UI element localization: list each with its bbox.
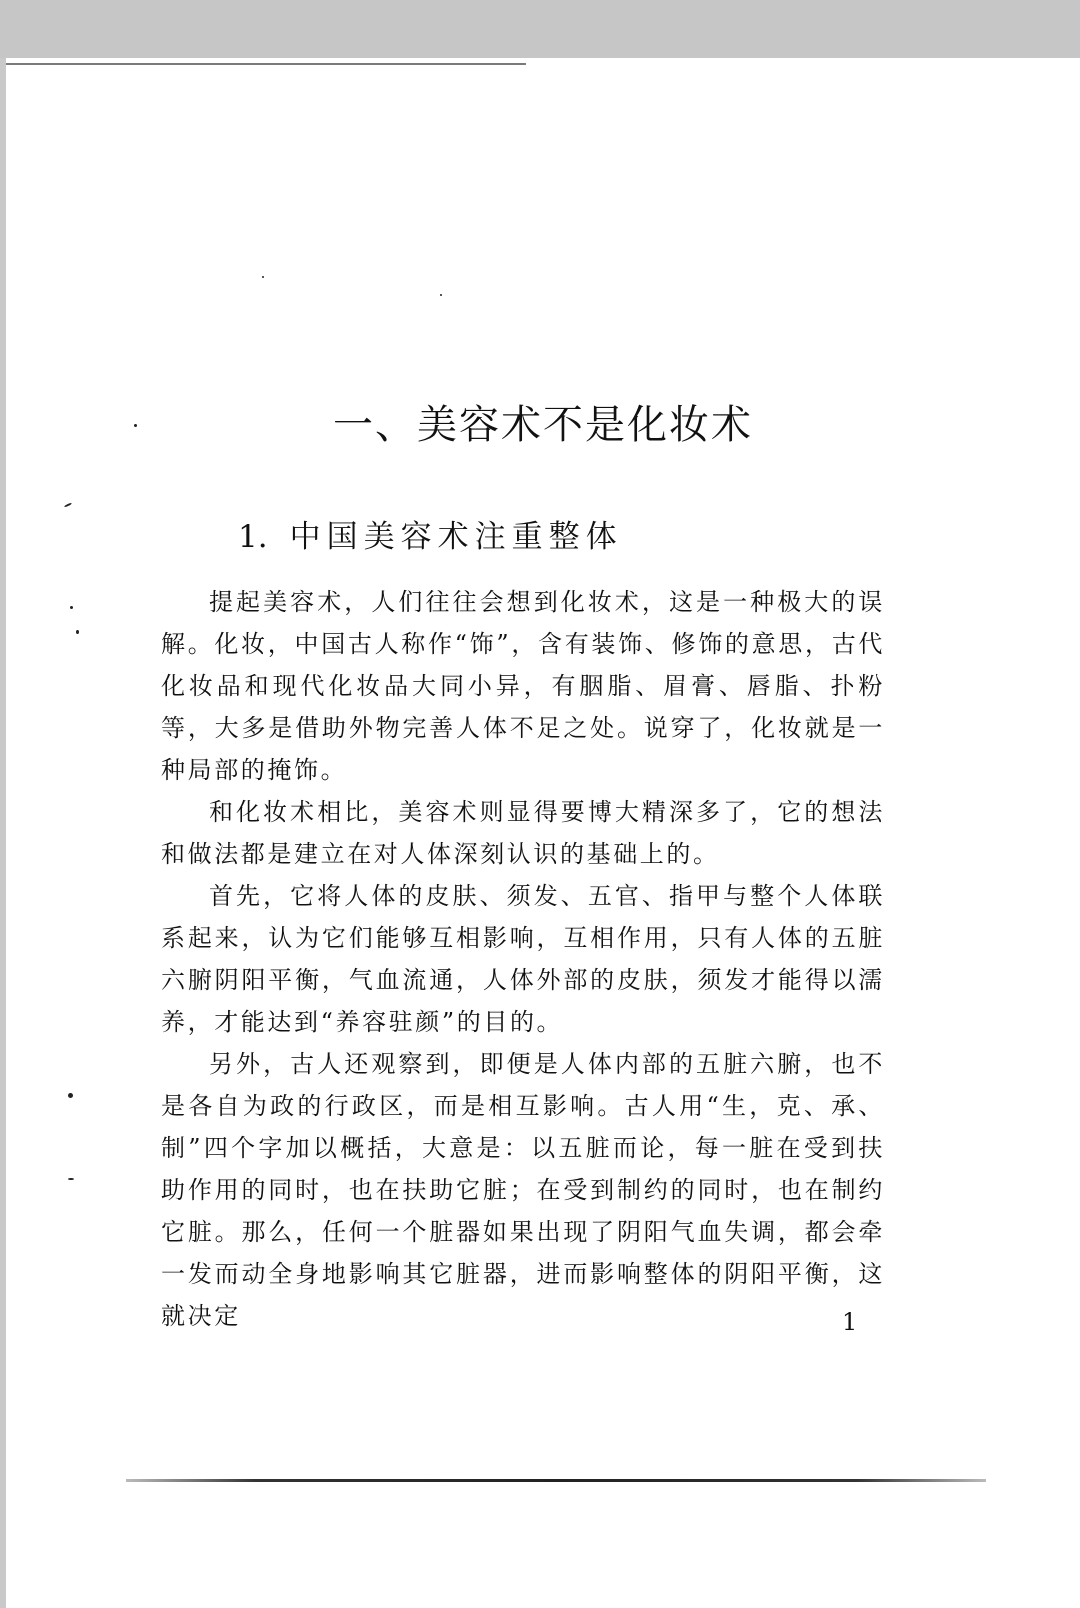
scan-speck [68,1093,73,1098]
scan-speck [262,276,264,278]
viewer-background [0,0,1080,58]
document-page [6,58,1080,1608]
scan-speck [68,1178,74,1180]
scan-edge-line [6,63,526,65]
paragraph: 提起美容术，人们往往会想到化妆术，这是一种极大的误解。化妆，中国古人称作“饰”，含有装饰、修饰的意思，古代化妆品和现代化妆品大同小异，有胭脂、眉膏、唇脂、扑粉等，大多是借助外物完善人体不足之处。说穿了，化妆就是一种局部的掩饰。 [161,588,885,784]
page-number: 1 [842,1308,858,1336]
scan-speck [70,606,73,609]
section-heading [238,511,623,556]
scan-speck [440,294,442,296]
chapter-title: 一、美容术不是化妆术 [333,402,753,448]
bottom-rule [126,1479,986,1482]
paragraph: 首先，它将人体的皮肤、须发、五官、指甲与整个人体联系起来，认为它们能够互相影响，互相作用，只有人体的五脏六腑阴阳平衡，气血流通，人体外部的皮肤，须发才能得以濡养，才能达到“养容驻颜”的目的。 [161,882,885,1036]
scan-speck [64,502,72,507]
section-number: 1. [238,519,268,555]
paragraph: 和化妆术相比，美容术则显得要博大精深多了，它的想法和做法都是建立在对人体深刻认识的基础上的。 [161,798,885,868]
body-text [161,581,885,1337]
section-title: 中国美容术注重整体 [289,519,623,555]
paragraph: 另外，古人还观察到，即便是人体内部的五脏六腑，也不是各自为政的行政区，而是相互影响。古人用“生，克、承、制”四个字加以概括，大意是：以五脏而论，每一脏在受到扶助作用的同时，也在扶助它脏；在受到制约的同时，也在制约它脏。那么，任何一个脏器如果出现了阴阳气血失调，都会牵一发而动全身地影响其它脏器，进而影响整体的阴阳平衡，这就决定 [161,1050,885,1330]
scan-speck [76,630,79,634]
